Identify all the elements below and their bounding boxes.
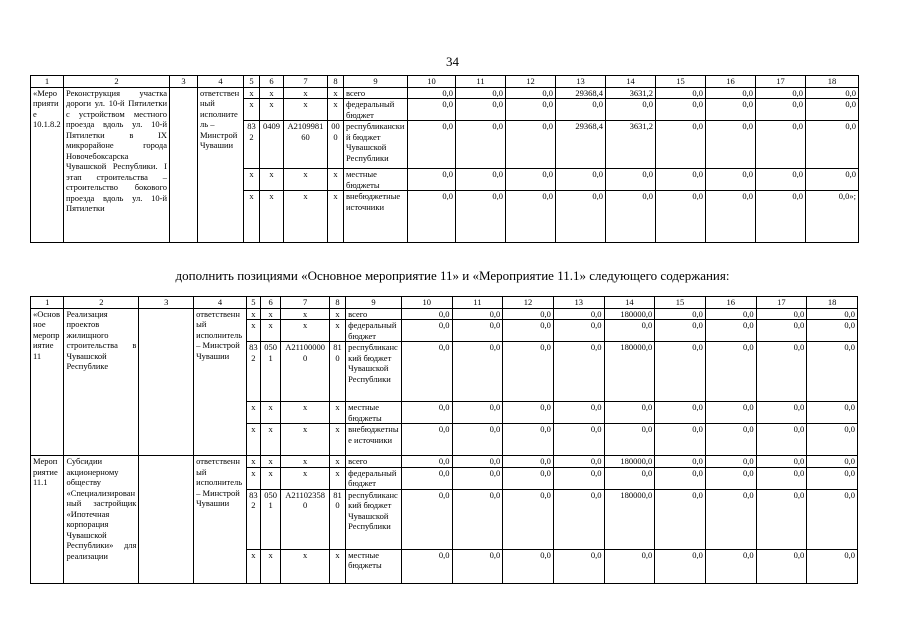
funding-source-cell: всего <box>346 308 402 320</box>
code-section-cell: 0501 <box>261 489 281 549</box>
column-number: 10 <box>408 76 456 88</box>
code-section-cell: x <box>261 320 281 342</box>
amount-cell: 0,0 <box>756 191 806 243</box>
amount-cell: 0,0 <box>506 87 556 99</box>
funding-source-cell: внебюджетные источники <box>344 191 408 243</box>
amount-cell: 0,0 <box>807 456 858 468</box>
code-type-cell: x <box>329 456 345 468</box>
amount-cell: 0,0 <box>503 489 554 549</box>
amount-cell: 29368,4 <box>556 87 606 99</box>
column-number: 12 <box>506 76 556 88</box>
code-type-cell: x <box>329 308 345 320</box>
amount-cell: 0,0 <box>756 402 807 424</box>
amount-cell: 0,0 <box>408 99 456 121</box>
code-section-cell: x <box>261 308 281 320</box>
amount-cell: 0,0 <box>706 191 756 243</box>
column-number: 8 <box>329 297 345 309</box>
code-grbs-cell: x <box>246 467 260 489</box>
amount-cell: 0,0 <box>503 549 554 583</box>
amount-cell: 0,0 <box>806 121 859 169</box>
amount-cell: 0,0 <box>553 308 604 320</box>
amount-cell: 180000,0 <box>604 456 655 468</box>
column-number: 7 <box>284 76 328 88</box>
amount-cell: 0,0 <box>705 456 756 468</box>
column-number: 2 <box>64 297 139 309</box>
amount-cell: 0,0 <box>756 456 807 468</box>
column-number: 2 <box>64 76 170 88</box>
amount-cell: 29368,4 <box>556 121 606 169</box>
column-number: 7 <box>281 297 330 309</box>
amount-cell: 0,0 <box>401 402 452 424</box>
amount-cell: 0,0 <box>606 169 656 191</box>
amount-cell: 0,0 <box>705 402 756 424</box>
code-type-cell: x <box>328 87 344 99</box>
page-number: 34 <box>446 54 459 69</box>
column-number: 12 <box>503 297 554 309</box>
amount-cell: 0,0 <box>655 489 706 549</box>
code-section-cell: x <box>260 191 284 243</box>
amount-cell: 0,0 <box>655 342 706 402</box>
amount-cell: 0,0 <box>503 456 554 468</box>
amount-cell: 0,0 <box>656 99 706 121</box>
column-number: 3 <box>170 76 198 88</box>
column-number: 1 <box>31 76 64 88</box>
code-grbs-cell: x <box>246 402 260 424</box>
code-type-cell: 810 <box>329 342 345 402</box>
column-number-row <box>31 76 859 88</box>
code-type-cell: x <box>328 191 344 243</box>
amount-cell: 0,0 <box>706 87 756 99</box>
measure-description-cell: Субсидии акционерному обществу «Специализированный застройщик «Ипотечная корпорация Чувашской Республики» для реализации <box>64 456 139 584</box>
amount-cell: 0,0 <box>553 549 604 583</box>
column-number: 14 <box>606 76 656 88</box>
amount-cell: 0,0 <box>503 308 554 320</box>
amount-cell: 0,0 <box>807 342 858 402</box>
amount-cell: 0,0 <box>655 308 706 320</box>
amount-cell: 0,0 <box>553 489 604 549</box>
amount-cell: 3631,2 <box>606 121 656 169</box>
funding-source-cell: республиканский бюджет Чувашской Республики <box>346 489 402 549</box>
column-number-row <box>31 297 858 309</box>
code-grbs-cell: 832 <box>246 489 260 549</box>
amount-cell: 0,0 <box>756 467 807 489</box>
amount-cell: 0,0 <box>655 456 706 468</box>
column-number: 6 <box>261 297 281 309</box>
section-heading: дополнить позициями «Основное мероприятие 11» и «Мероприятие 11.1» следующего содержания: <box>175 268 730 283</box>
amount-cell: 0,0 <box>756 308 807 320</box>
table-row <box>31 87 859 99</box>
column-number: 13 <box>553 297 604 309</box>
funding-source-cell: всего <box>346 456 402 468</box>
amount-cell: 0,0 <box>705 424 756 456</box>
amount-cell: 0,0 <box>705 489 756 549</box>
amount-cell: 0,0 <box>807 320 858 342</box>
amount-cell: 0,0 <box>807 402 858 424</box>
code-target-cell: x <box>281 424 330 456</box>
amount-cell: 0,0 <box>506 191 556 243</box>
amount-cell: 0,0 <box>756 424 807 456</box>
code-grbs-cell: 832 <box>244 121 260 169</box>
amount-cell: 0,0 <box>401 467 452 489</box>
column-number: 4 <box>198 76 244 88</box>
amount-cell: 0,0»; <box>806 191 859 243</box>
amount-cell: 0,0 <box>655 467 706 489</box>
column-number: 1 <box>31 297 64 309</box>
funding-source-cell: республиканский бюджет Чувашской Республики <box>346 342 402 402</box>
amount-cell: 0,0 <box>604 402 655 424</box>
amount-cell: 0,0 <box>408 121 456 169</box>
code-type-cell: x <box>329 320 345 342</box>
amount-cell: 0,0 <box>401 489 452 549</box>
column-number: 15 <box>656 76 706 88</box>
column-number: 18 <box>807 297 858 309</box>
amount-cell: 0,0 <box>408 169 456 191</box>
amount-cell: 0,0 <box>807 489 858 549</box>
code-grbs-cell: x <box>246 320 260 342</box>
amount-cell: 0,0 <box>553 424 604 456</box>
amount-cell: 0,0 <box>556 169 606 191</box>
code-section-cell: x <box>260 99 284 121</box>
table-row <box>31 456 858 468</box>
amount-cell: 0,0 <box>756 99 806 121</box>
column-number: 18 <box>806 76 859 88</box>
funding-source-cell: федеральный бюджет <box>346 467 402 489</box>
code-target-cell: x <box>281 308 330 320</box>
measure-name-cell: «Мероприятие 10.1.8.2 <box>31 87 64 243</box>
amount-cell: 3631,2 <box>606 87 656 99</box>
amount-cell: 0,0 <box>408 87 456 99</box>
amount-cell: 0,0 <box>604 549 655 583</box>
amount-cell: 0,0 <box>553 467 604 489</box>
amount-cell: 0,0 <box>456 99 506 121</box>
amount-cell: 0,0 <box>553 342 604 402</box>
amount-cell: 0,0 <box>452 489 503 549</box>
measure-name-cell: Мероприятие 11.1 <box>31 456 64 584</box>
executor-cell: ответственный исполнитель – Минстрой Чувашии <box>194 308 247 456</box>
amount-cell: 0,0 <box>401 320 452 342</box>
code-target-cell: x <box>281 456 330 468</box>
code-target-cell: x <box>281 320 330 342</box>
amount-cell: 0,0 <box>452 402 503 424</box>
amount-cell: 0,0 <box>705 549 756 583</box>
amount-cell: 0,0 <box>503 320 554 342</box>
amount-cell: 0,0 <box>401 342 452 402</box>
amount-cell: 0,0 <box>408 191 456 243</box>
code-section-cell: 0409 <box>260 121 284 169</box>
amount-cell: 0,0 <box>556 99 606 121</box>
column-number: 17 <box>756 76 806 88</box>
column-3-cell <box>139 456 194 584</box>
column-number: 15 <box>655 297 706 309</box>
code-grbs-cell: x <box>244 191 260 243</box>
column-number: 14 <box>604 297 655 309</box>
amount-cell: 0,0 <box>456 191 506 243</box>
code-section-cell: x <box>261 424 281 456</box>
column-3-cell <box>139 308 194 456</box>
code-type-cell: x <box>329 467 345 489</box>
code-type-cell: x <box>328 169 344 191</box>
amount-cell: 0,0 <box>401 456 452 468</box>
code-grbs-cell: x <box>244 99 260 121</box>
code-type-cell: 810 <box>329 489 345 549</box>
funding-source-cell: всего <box>344 87 408 99</box>
amount-cell: 0,0 <box>456 87 506 99</box>
amount-cell: 0,0 <box>452 308 503 320</box>
column-number: 5 <box>244 76 260 88</box>
amount-cell: 0,0 <box>807 424 858 456</box>
column-number: 9 <box>344 76 408 88</box>
amount-cell: 0,0 <box>655 402 706 424</box>
amount-cell: 0,0 <box>506 169 556 191</box>
amount-cell: 0,0 <box>706 169 756 191</box>
code-section-cell: 0501 <box>261 342 281 402</box>
column-number: 6 <box>260 76 284 88</box>
amount-cell: 0,0 <box>553 402 604 424</box>
amount-cell: 0,0 <box>506 121 556 169</box>
budget-table-1 <box>30 75 859 243</box>
amount-cell: 0,0 <box>656 87 706 99</box>
amount-cell: 0,0 <box>656 191 706 243</box>
code-section-cell: x <box>260 169 284 191</box>
amount-cell: 0,0 <box>456 121 506 169</box>
amount-cell: 0,0 <box>452 467 503 489</box>
code-section-cell: x <box>261 402 281 424</box>
funding-source-cell: местные бюджеты <box>346 402 402 424</box>
column-number: 4 <box>194 297 247 309</box>
amount-cell: 0,0 <box>756 489 807 549</box>
amount-cell: 180000,0 <box>604 308 655 320</box>
amount-cell: 0,0 <box>756 320 807 342</box>
column-number: 17 <box>756 297 807 309</box>
code-section-cell: x <box>261 456 281 468</box>
code-target-cell: x <box>281 549 330 583</box>
amount-cell: 0,0 <box>604 467 655 489</box>
amount-cell: 0,0 <box>606 99 656 121</box>
amount-cell: 0,0 <box>506 99 556 121</box>
amount-cell: 0,0 <box>452 342 503 402</box>
amount-cell: 0,0 <box>452 320 503 342</box>
amount-cell: 0,0 <box>655 549 706 583</box>
code-target-cell: x <box>284 169 328 191</box>
code-target-cell: x <box>284 87 328 99</box>
amount-cell: 0,0 <box>705 342 756 402</box>
amount-cell: 0,0 <box>401 424 452 456</box>
code-type-cell: x <box>328 99 344 121</box>
amount-cell: 0,0 <box>706 121 756 169</box>
funding-source-cell: федеральный бюджет <box>344 99 408 121</box>
code-grbs-cell: x <box>246 424 260 456</box>
column-number: 3 <box>139 297 194 309</box>
amount-cell: 0,0 <box>553 320 604 342</box>
code-target-cell: x <box>284 99 328 121</box>
code-grbs-cell: x <box>246 456 260 468</box>
code-grbs-cell: x <box>246 308 260 320</box>
code-section-cell: x <box>261 467 281 489</box>
amount-cell: 0,0 <box>655 424 706 456</box>
amount-cell: 0,0 <box>756 169 806 191</box>
amount-cell: 0,0 <box>806 99 859 121</box>
column-number: 11 <box>456 76 506 88</box>
amount-cell: 0,0 <box>456 169 506 191</box>
amount-cell: 0,0 <box>452 424 503 456</box>
amount-cell: 0,0 <box>806 87 859 99</box>
amount-cell: 0,0 <box>656 169 706 191</box>
code-grbs-cell: x <box>246 549 260 583</box>
amount-cell: 0,0 <box>401 308 452 320</box>
funding-source-cell: федеральный бюджет <box>346 320 402 342</box>
column-number: 11 <box>452 297 503 309</box>
amount-cell: 0,0 <box>756 121 806 169</box>
column-number: 16 <box>705 297 756 309</box>
amount-cell: 0,0 <box>756 342 807 402</box>
amount-cell: 0,0 <box>756 87 806 99</box>
amount-cell: 0,0 <box>503 342 554 402</box>
code-grbs-cell: x <box>244 169 260 191</box>
code-target-cell: x <box>281 402 330 424</box>
code-grbs-cell: x <box>244 87 260 99</box>
amount-cell: 0,0 <box>807 467 858 489</box>
column-number: 16 <box>706 76 756 88</box>
amount-cell: 0,0 <box>706 99 756 121</box>
funding-source-cell: местные бюджеты <box>344 169 408 191</box>
code-type-cell: x <box>329 424 345 456</box>
amount-cell: 0,0 <box>705 308 756 320</box>
measure-description-cell: Реконструкция участка дороги ул. 10-й Пятилетки с устройством местного проезда вдоль ул. 10-й Пятилетки в IX микрорайоне города Новочебоксарска Чувашской Республики. I этап строительства – строительство бокового проезда вдоль ул. 10-й Пятилетки <box>64 87 170 243</box>
amount-cell: 0,0 <box>807 549 858 583</box>
amount-cell: 0,0 <box>604 320 655 342</box>
code-target-cell: A211023580 <box>281 489 330 549</box>
amount-cell: 0,0 <box>503 467 554 489</box>
amount-cell: 0,0 <box>556 191 606 243</box>
amount-cell: 0,0 <box>503 402 554 424</box>
amount-cell: 180000,0 <box>604 489 655 549</box>
amount-cell: 0,0 <box>705 320 756 342</box>
funding-source-cell: внебюджетные источники <box>346 424 402 456</box>
code-section-cell: x <box>261 549 281 583</box>
amount-cell: 0,0 <box>503 424 554 456</box>
code-grbs-cell: 832 <box>246 342 260 402</box>
amount-cell: 0,0 <box>452 549 503 583</box>
amount-cell: 0,0 <box>606 191 656 243</box>
amount-cell: 0,0 <box>604 424 655 456</box>
budget-table-2 <box>30 296 858 584</box>
code-type-cell: 000 <box>328 121 344 169</box>
table-row <box>31 308 858 320</box>
measure-description-cell: Реализация проектов жилищного строительства в Чувашской Республике <box>64 308 139 456</box>
amount-cell: 180000,0 <box>604 342 655 402</box>
code-target-cell: A211000000 <box>281 342 330 402</box>
amount-cell: 0,0 <box>656 121 706 169</box>
amount-cell: 0,0 <box>452 456 503 468</box>
column-number: 13 <box>556 76 606 88</box>
amount-cell: 0,0 <box>553 456 604 468</box>
amount-cell: 0,0 <box>401 549 452 583</box>
column-3-cell <box>170 87 198 243</box>
column-number: 10 <box>401 297 452 309</box>
amount-cell: 0,0 <box>806 169 859 191</box>
code-section-cell: x <box>260 87 284 99</box>
funding-source-cell: местные бюджеты <box>346 549 402 583</box>
amount-cell: 0,0 <box>655 320 706 342</box>
code-target-cell: A2109981 60 <box>284 121 328 169</box>
code-type-cell: x <box>329 402 345 424</box>
executor-cell: ответственный исполнитель – Минстрой Чувашии <box>198 87 244 243</box>
measure-name-cell: «Основное мероприятие 11 <box>31 308 64 456</box>
code-target-cell: x <box>281 467 330 489</box>
funding-source-cell: республиканский бюджет Чувашской Республики <box>344 121 408 169</box>
code-type-cell: x <box>329 549 345 583</box>
executor-cell: ответственный исполнитель – Минстрой Чувашии <box>194 456 247 584</box>
column-number: 8 <box>328 76 344 88</box>
column-number: 9 <box>346 297 402 309</box>
column-number: 5 <box>246 297 260 309</box>
amount-cell: 0,0 <box>756 549 807 583</box>
amount-cell: 0,0 <box>705 467 756 489</box>
code-target-cell: x <box>284 191 328 243</box>
amount-cell: 0,0 <box>807 308 858 320</box>
